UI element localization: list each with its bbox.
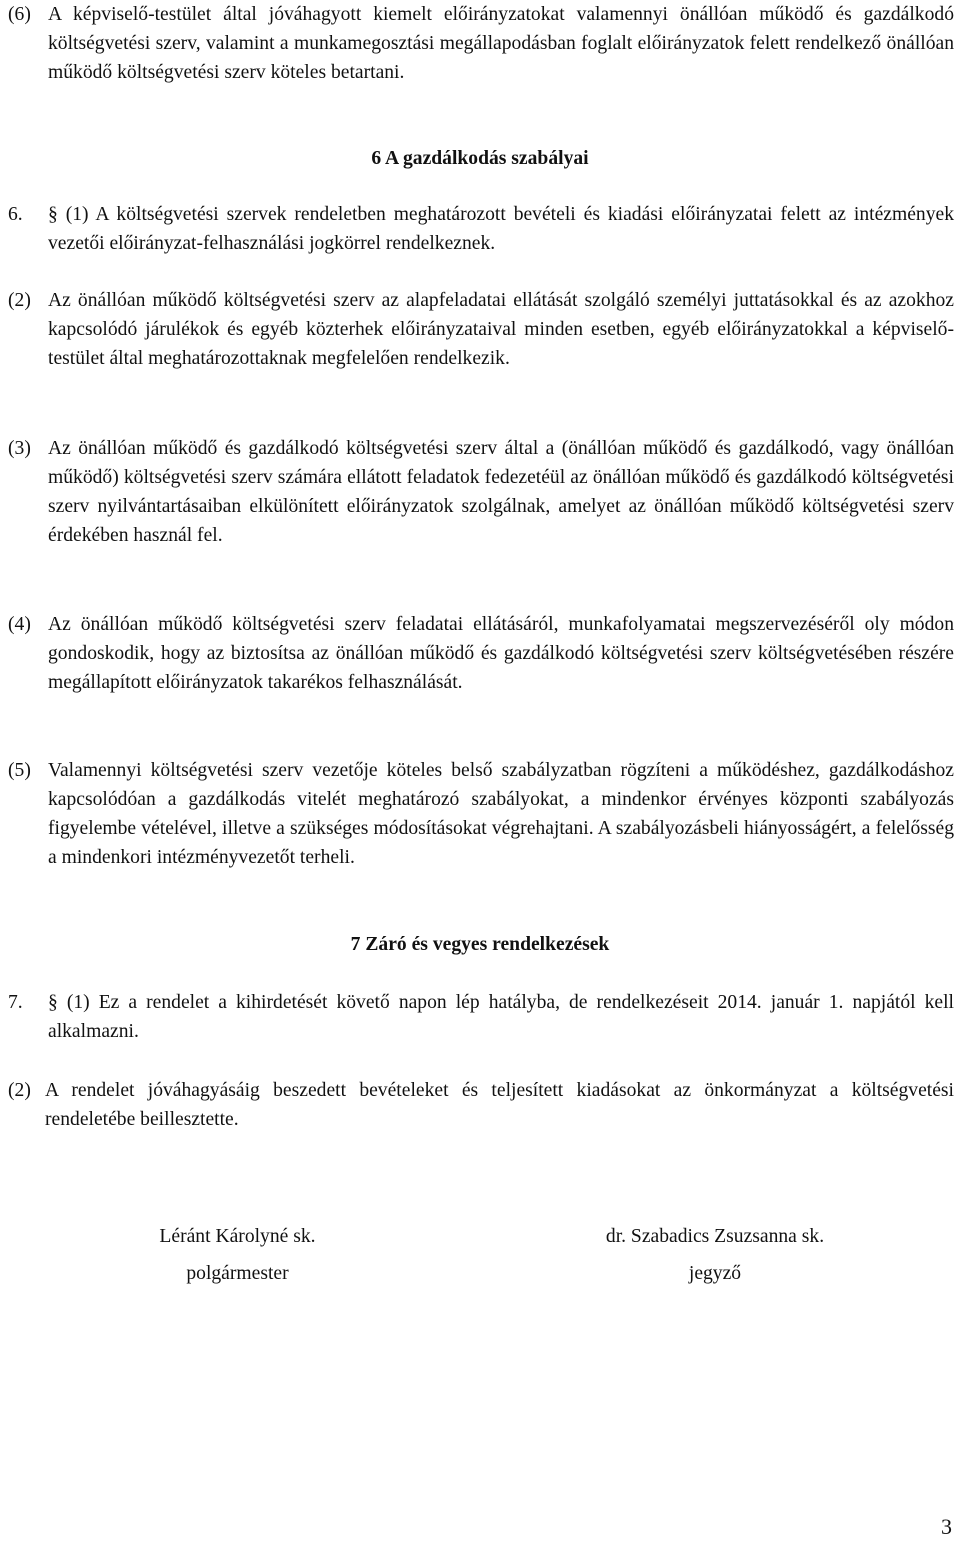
signatory-name: dr. Szabadics Zsuzsanna sk. (605, 1226, 825, 1247)
paragraph-6-1 (8, 200, 954, 258)
paragraph-number: (4) (8, 614, 31, 635)
paragraph-text: Az önállóan működő költségvetési szerv az alapfeladatai ellátását szolgáló személyi juttatásokkal és az azokhoz kapcsolódó járulékok és egyéb közterhek előirányzataival minden esetben, egyéb előirányzatokkal a képviselő-testület által meghatározottaknak megfelelően rendelkezik. (48, 290, 954, 369)
paragraph-number: (5) (8, 760, 31, 781)
signatory-title: polgármester (186, 1263, 289, 1284)
signature-block-left (120, 1222, 355, 1288)
paragraph-text: Az önállóan működő költségvetési szerv feladatai ellátásáról, munkafolyamatai megszervezéséről oly módon gondoskodik, hogy az biztosítsa az önállóan működő és gazdálkodó költségvetési szerv költségvetésében részére megállapított előirányzatok takarékos felhasználását. (48, 614, 954, 693)
paragraph-text: A rendelet jóváhagyásáig beszedett bevételeket és teljesített kiadásokat az önkormányzat a költségvetési rendeletébe beillesztette. (45, 1080, 954, 1130)
paragraph-number: 7. (8, 992, 23, 1013)
paragraph-text: Az önállóan működő és gazdálkodó költségvetési szerv által a (önállóan működő és gazdálkodó, vagy önállóan működő) költségvetési szerv számára ellátott feladatok fedezetéül az önállóan működő és gazdálkodó költségvetési szerv nyilvántartásaiban elkülönített előirányzatok szolgálnak, amelyet az önállóan működő költségvetési szerv érdekében használ fel. (48, 438, 954, 546)
paragraph-text: Valamennyi költségvetési szerv vezetője köteles belső szabályzatban rögzíteni a működéshez, gazdálkodáshoz kapcsolódóan a gazdálkodás vitelét meghatározó szabályokat, a mindenkor érvényes központi szabályozás figyelembe vételével, illetve a szükséges módosításokat végrehajtani. A szabályozásbeli hiányosságért, a felelősség a mindenkori intézményvezetőt terheli. (48, 760, 954, 868)
section-heading-7: 7 Záró és vegyes rendelkezések (350, 934, 610, 955)
paragraph-6-6 (8, 0, 954, 87)
paragraph-7-2 (8, 1076, 954, 1134)
paragraph-number: (2) (8, 1080, 31, 1101)
paragraph-text: A képviselő-testület által jóváhagyott kiemelt előirányzatokat valamennyi önállóan működő és gazdálkodó költségvetési szerv, valamint a munkamegosztási megállapodásban foglalt előirányzatok felett rendelkező önállóan működő költségvetési szerv köteles betartani. (48, 4, 954, 83)
signature-block-right (560, 1222, 870, 1288)
paragraph-number: (6) (8, 4, 31, 25)
signatory-name: Léránt Károlyné sk. (159, 1226, 316, 1247)
page-number: 3 (941, 1514, 952, 1539)
section-heading-6: 6 A gazdálkodás szabályai (371, 148, 589, 169)
paragraph-number: 6. (8, 204, 23, 225)
paragraph-7-1 (8, 988, 954, 1046)
paragraph-text: § (1) A költségvetési szervek rendeletben meghatározott bevételi és kiadási előirányzatai felett az intézmények vezetői előirányzat-felhasználási jogkörrel rendelkeznek. (48, 204, 954, 254)
paragraph-text: § (1) Ez a rendelet a kihirdetését követő napon lép hatályba, de rendelkezéseit 2014. január 1. napjától kell alkalmazni. (48, 992, 954, 1042)
paragraph-6-3 (8, 434, 954, 550)
signatory-title: jegyző (688, 1263, 742, 1284)
paragraph-number: (3) (8, 438, 31, 459)
paragraph-6-4 (8, 610, 954, 697)
paragraph-6-5 (8, 756, 954, 872)
paragraph-number: (2) (8, 290, 31, 311)
paragraph-6-2 (8, 286, 954, 373)
